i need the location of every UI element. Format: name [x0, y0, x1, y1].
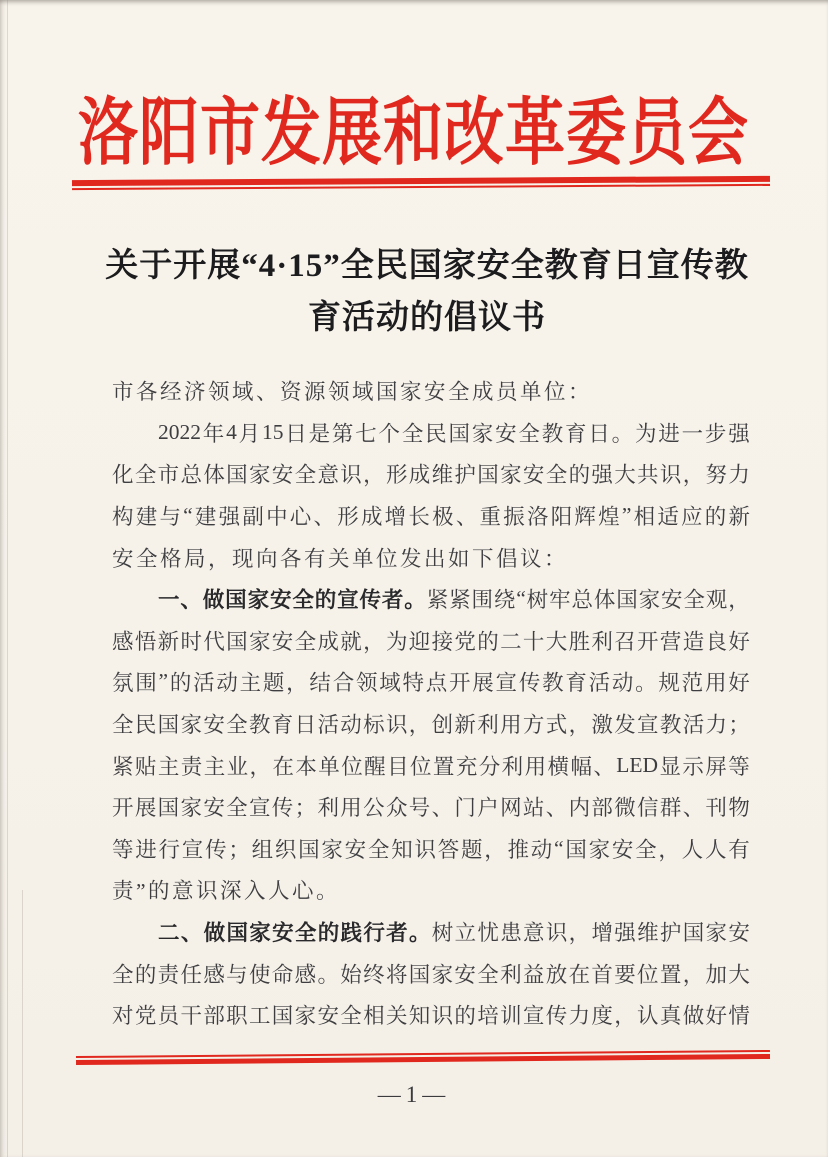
body-line: 二 、 做 国 家 安 全 的 践 行 者 。 树 立 忧 患 意 识 ， 增 强 维 护 国 家 安 [158, 921, 750, 946]
body-line: 感 悟 新 时 代 国 家 安 全 成 就 ， 为 迎 接 党 的 二 十 大 胜 利 召 开 营 造 良 好 [112, 629, 750, 654]
body-line: 全 的 责 任 感 与 使 命 感 。 始 终 将 国 家 安 全 利 益 放 在 首 要 位 置 ， 加 大 [112, 962, 750, 987]
document-title-line1: 关于开展“4·15”全民国家安全教育日宣传教 [105, 248, 749, 284]
agency-letterhead-title: 洛 阳 市 发 展 和 改 革 委 员 会 [78, 92, 748, 174]
document-title-line2: 育活动的倡议书 [308, 300, 546, 336]
body-line: 对 党 员 干 部 职 工 国 家 安 全 相 关 知 识 的 培 训 宣 传 力 度 ， 认 真 做 好 情 [112, 1004, 750, 1029]
body-line: 构 建 与 “ 建 强 副 中 心 、 形 成 增 长 极 、 重 振 洛 阳 辉 煌 ” 相 适 应 的 新 [112, 503, 750, 530]
body-line: 化 全 市 总 体 国 家 安 全 意 识 ， 形 成 维 护 国 家 安 全 的 强 大 共 识 ， 努 力 [112, 463, 750, 488]
body-line: 责”的意识深入人心。 [112, 879, 341, 904]
body-line: 全 民 国 家 安 全 教 育 日 活 动 标 识 ， 创 新 利 用 方 式 ， 激 发 宣 教 活 力 ； [112, 713, 750, 738]
body-line: 等 进 行 宣 传 ； 组 织 国 家 安 全 知 识 答 题 ， 推 动 “ 国 家 安 全 ， 人 人 有 [112, 835, 750, 862]
body-line: 开 展 国 家 安 全 宣 传 ； 利 用 公 众 号 、 门 户 网 站 、 内 部 微 信 群 、 刊 物 [112, 796, 750, 821]
page-number: —1— [377, 1082, 451, 1107]
body-line: 安全格局，现向各有关单位发出如下倡议： [112, 546, 569, 571]
document-body [112, 370, 750, 1036]
body-line: 2022 年 4 月 15 日 是 第 七 个 全 民 国 家 安 全 教 育 日 。 为 进 一 步 强 [158, 419, 750, 446]
scan-edge-line [7, 0, 8, 1157]
body-line: 氛 围 ” 的 活 动 主 题 ， 结 合 领 域 特 点 开 展 宣 传 教 育 活 动 。 规 范 用 好 [112, 669, 750, 696]
body-line: 市各经济领域、资源领域国家安全成员单位： [112, 380, 593, 405]
document-title [58, 240, 796, 344]
body-line: 一 、 做 国 家 安 全 的 宣 传 者 。 紧 紧 围 绕 “ 树 牢 总 体 国 家 安 全 观 ， [158, 586, 750, 613]
scan-edge-line-lower [22, 890, 23, 1157]
footer-divider-rule [76, 1050, 770, 1065]
body-line: 紧 贴 主 责 主 业 ， 在 本 单 位 醒 目 位 置 充 分 利 用 横 幅 、 LED 显 示 屏 等 [112, 752, 750, 779]
